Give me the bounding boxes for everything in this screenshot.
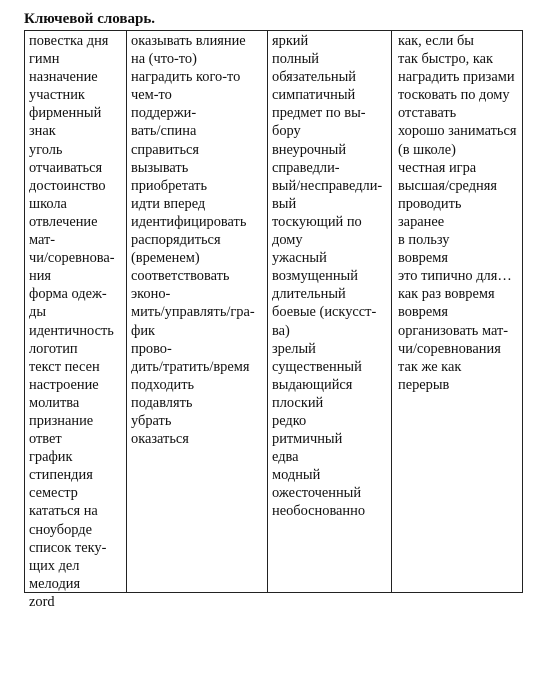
vocabulary-entry: соответствовать <box>131 268 230 285</box>
vocabulary-entry: знак <box>29 123 56 140</box>
vocabulary-entry: мелодия <box>29 575 81 592</box>
vocabulary-entry: вызывать <box>131 159 189 176</box>
vocabulary-entry: существенный <box>272 358 362 375</box>
vocabulary-entry: признание <box>29 412 94 429</box>
vocabulary-entry: обязательный <box>272 69 356 86</box>
vocabulary-title: Ключевой словарь. <box>24 11 156 27</box>
vocabulary-entry: настроение <box>29 376 99 393</box>
vocabulary-entry: ва) <box>272 322 290 339</box>
vocabulary-entry: наградить призами <box>398 69 515 86</box>
vocabulary-entry: редко <box>272 412 307 429</box>
vocabulary-entry: выдающийся <box>272 376 353 393</box>
vocabulary-entry: наградить кого-то <box>131 69 241 86</box>
vocabulary-entry: в пользу <box>398 232 450 249</box>
vocabulary-entry: повестка дня <box>29 33 109 49</box>
vocabulary-entry: едва <box>272 449 299 466</box>
vocabulary-entry: модный <box>272 467 321 484</box>
vocabulary-entry: как раз вовремя <box>398 286 495 303</box>
vocabulary-entry: фирменный <box>29 105 102 122</box>
vocabulary-entry: поддержи- <box>131 105 197 122</box>
vocabulary-column-4 <box>392 31 521 592</box>
vocabulary-entry: ритмичный <box>272 431 343 448</box>
vocabulary-entry: справедли- <box>272 159 340 176</box>
vocabulary-entry: вать/спина <box>131 123 197 140</box>
vocabulary-entry: гимн <box>29 51 60 68</box>
vocabulary-table <box>24 30 523 610</box>
vocabulary-entry: участник <box>29 87 85 104</box>
vocabulary-entry: предмет по вы- <box>272 105 366 122</box>
vocabulary-entry: вый/несправедли- <box>272 177 383 194</box>
vocabulary-entry: семестр <box>29 485 78 502</box>
vocabulary-entry: кататься на <box>29 503 98 520</box>
vocabulary-entry: идентичность <box>29 322 114 339</box>
vocabulary-entry: (временем) <box>131 250 200 267</box>
vocabulary-entry: как, если бы <box>398 33 474 49</box>
vocabulary-entry: график <box>29 449 73 466</box>
vocabulary-entry: прово- <box>131 340 172 357</box>
vocabulary-entry: так быстро, как <box>398 51 494 68</box>
vocabulary-entry: боевые (искусст- <box>272 304 377 321</box>
vocabulary-column-3 <box>268 31 392 592</box>
vocabulary-entry: длительный <box>272 286 346 303</box>
vocabulary-entry: внеурочный <box>272 141 347 158</box>
vocabulary-entry: текст песен <box>29 358 100 375</box>
vocabulary-entry: полный <box>272 51 319 68</box>
vocabulary-entry: хорошо заниматься <box>398 123 517 140</box>
vocabulary-entry: на (что-то) <box>131 51 197 68</box>
vocabulary-entry: вый <box>272 195 297 212</box>
vocabulary-entry: необоснованно <box>272 503 366 520</box>
vocabulary-entry: отставать <box>398 105 457 122</box>
vocabulary-entry: щих дел <box>29 557 80 574</box>
vocabulary-column-2 <box>127 31 268 592</box>
vocabulary-entry: ожесточенный <box>272 485 362 502</box>
vocabulary-entry: подходить <box>131 376 195 393</box>
vocabulary-entry: список теку- <box>29 539 107 556</box>
vocabulary-entry: бору <box>272 123 301 140</box>
vocabulary-entry: отвлечение <box>29 213 98 230</box>
vocabulary-entry: дому <box>272 232 303 249</box>
vocabulary-entry: идти вперед <box>131 195 206 212</box>
vocabulary-entry: симпатичный <box>272 87 356 104</box>
vocabulary-column-1 <box>25 31 127 610</box>
vocabulary-entry: перерыв <box>398 376 450 393</box>
vocabulary-entry: эконо- <box>131 286 171 303</box>
vocabulary-entry: отчаиваться <box>29 159 103 176</box>
vocabulary-entry: распорядиться <box>131 232 221 249</box>
vocabulary-entry: приобретать <box>131 177 208 194</box>
vocabulary-entry: ния <box>29 268 52 285</box>
vocabulary-entry: зрелый <box>272 340 316 357</box>
vocabulary-entry: оказывать влияние <box>131 33 246 49</box>
vocabulary-entry: (в школе) <box>398 141 456 158</box>
vocabulary-entry: логотип <box>29 340 78 357</box>
vocabulary-entry: высшая/средняя <box>398 177 497 194</box>
vocabulary-entry: форма одеж- <box>29 286 107 303</box>
vocabulary-entry: вовремя <box>398 304 448 321</box>
vocabulary-entry: достоинство <box>29 177 106 194</box>
vocabulary-entry: заранее <box>398 213 445 230</box>
vocabulary-entry: мат- <box>29 232 56 249</box>
vocabulary-entry: честная игра <box>398 159 477 176</box>
vocabulary-entry: организовать мат- <box>398 322 509 339</box>
vocabulary-entry: идентифицировать <box>131 213 247 230</box>
vocabulary-entry: сноуборде <box>29 521 92 538</box>
vocabulary-entry: так же как <box>398 358 462 375</box>
vocabulary-entry: справиться <box>131 141 200 158</box>
vocabulary-entry: zord <box>29 593 55 610</box>
vocabulary-entry: чи/соревнования <box>398 340 501 357</box>
vocabulary-entry: это типично для… <box>398 268 512 285</box>
vocabulary-entry: вовремя <box>398 250 448 267</box>
vocabulary-entry: уголь <box>29 141 63 158</box>
vocabulary-entry: чи/соревнова- <box>29 250 115 267</box>
vocabulary-entry: чем-то <box>131 87 172 104</box>
vocabulary-entry: ды <box>29 304 46 321</box>
vocabulary-entry: подавлять <box>131 394 193 411</box>
vocabulary-entry: дить/тратить/время <box>131 358 250 375</box>
vocabulary-entry: оказаться <box>131 431 189 448</box>
vocabulary-entry: назначение <box>29 69 98 86</box>
vocabulary-entry: возмущенный <box>272 268 358 285</box>
vocabulary-entry: мить/управлять/гра- <box>131 304 255 321</box>
vocabulary-entry: тоскующий по <box>272 213 362 230</box>
vocabulary-entry: фик <box>131 322 156 339</box>
vocabulary-entry: плоский <box>272 394 324 411</box>
vocabulary-entry: тосковать по дому <box>398 87 510 104</box>
vocabulary-entry: стипендия <box>29 467 93 484</box>
vocabulary-entry: убрать <box>131 412 172 429</box>
vocabulary-entry: ответ <box>29 431 62 448</box>
vocabulary-entry: яркий <box>272 33 309 49</box>
vocabulary-entry: молитва <box>29 394 80 411</box>
vocabulary-entry: школа <box>29 195 67 212</box>
vocabulary-entry: проводить <box>398 195 462 212</box>
vocabulary-entry: ужасный <box>272 250 327 267</box>
